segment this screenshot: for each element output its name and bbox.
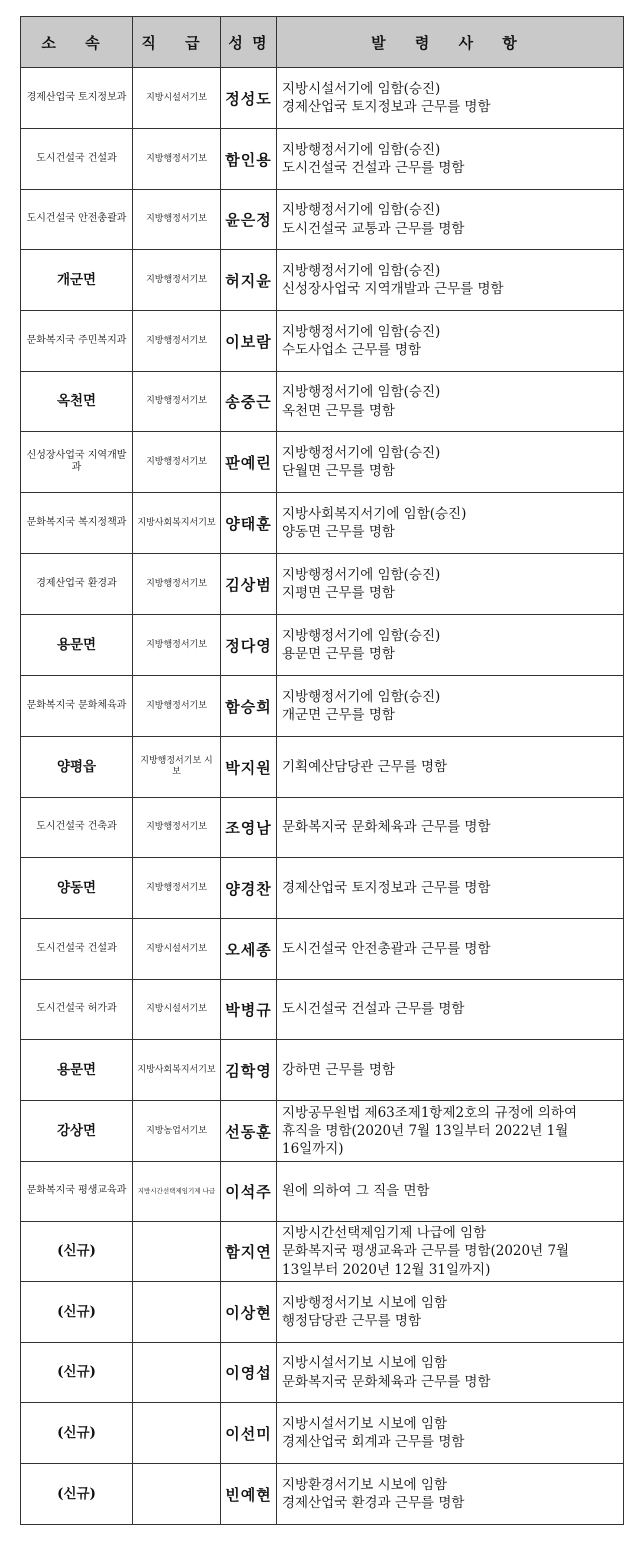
cell-affiliation: 강상면 — [21, 1101, 133, 1162]
cell-rank: 지방행정서기보 — [133, 311, 221, 372]
cell-order — [277, 1040, 624, 1101]
table-row — [21, 1222, 624, 1282]
cell-affiliation: 양평읍 — [21, 737, 133, 798]
cell-name: 이석주 — [221, 1162, 277, 1222]
cell-name: 함지연 — [221, 1222, 277, 1282]
cell-order — [277, 1162, 624, 1222]
order-line: 지방행정서기에 임함(승진) — [282, 627, 441, 644]
cell-name: 선동훈 — [221, 1101, 277, 1162]
table-row — [21, 1101, 624, 1162]
cell-affiliation: 옥천면 — [21, 372, 133, 432]
cell-name: 빈예현 — [221, 1464, 277, 1525]
order-line: 지방행정서기에 임함(승진) — [282, 202, 441, 219]
cell-name: 김학영 — [221, 1040, 277, 1101]
cell-name: 박지원 — [221, 737, 277, 798]
cell-rank: 지방시설서기보 — [133, 919, 221, 980]
order-line: 휴직을 명함(2020년 7월 13일부터 2022년 1월 — [282, 1122, 569, 1139]
order-line: 지방공무원법 제63조제1항제2호의 규정에 의하여 — [282, 1104, 578, 1121]
cell-name: 허지윤 — [221, 250, 277, 311]
cell-order — [277, 554, 624, 615]
order-line: 경제산업국 토지정보과 근무를 명함 — [282, 99, 491, 115]
cell-name: 오세종 — [221, 919, 277, 980]
order-line: 지방시설서기에 임함(승진) — [282, 80, 441, 97]
cell-name: 윤은정 — [221, 190, 277, 250]
order-line: 개군면 근무를 명함 — [282, 707, 395, 723]
cell-rank: 지방행정서기보 — [133, 798, 221, 858]
cell-affiliation: 개군면 — [21, 250, 133, 311]
table-row — [21, 798, 624, 858]
cell-order — [277, 432, 624, 493]
cell-rank: 지방행정서기보 — [133, 432, 221, 493]
cell-affiliation: (신규) — [21, 1282, 133, 1343]
table-row — [21, 1040, 624, 1101]
header-order: 발 령 사 항 — [277, 17, 624, 68]
cell-rank: 지방시설서기보 — [133, 980, 221, 1040]
table-row — [21, 554, 624, 615]
cell-name: 김상범 — [221, 554, 277, 615]
cell-name: 이선미 — [221, 1403, 277, 1464]
cell-rank: 지방시설서기보 — [133, 68, 221, 129]
cell-rank: 지방행정서기보 — [133, 615, 221, 676]
cell-affiliation: 양동면 — [21, 858, 133, 919]
cell-rank: 지방행정서기보 시보 — [133, 737, 221, 798]
header-rank: 직 급 — [133, 17, 221, 68]
cell-rank: 지방행정서기보 — [133, 676, 221, 737]
cell-order — [277, 858, 624, 919]
appointment-sheet — [20, 16, 623, 1525]
cell-affiliation: 문화복지국 평생교육과 — [21, 1162, 133, 1222]
cell-order — [277, 493, 624, 554]
table-row — [21, 432, 624, 493]
cell-order — [277, 68, 624, 129]
header-affiliation: 소 속 — [21, 17, 133, 68]
cell-rank: 지방시간선택제임기제 나급 — [133, 1162, 221, 1222]
order-line: 문화복지국 문화체육과 근무를 명함 — [282, 819, 491, 836]
order-line: 문화복지국 평생교육과 근무를 명함(2020년 7월 — [282, 1243, 570, 1260]
order-line: 경제산업국 회계과 근무를 명함 — [282, 1434, 465, 1450]
order-line: 양동면 근무를 명함 — [282, 524, 395, 540]
cell-rank — [133, 1222, 221, 1282]
cell-order — [277, 615, 624, 676]
header-name: 성 명 — [221, 17, 277, 68]
cell-rank: 지방행정서기보 — [133, 190, 221, 250]
cell-affiliation: 문화복지국 문화체육과 — [21, 676, 133, 737]
order-line: 지방시간선택제임기제 나급에 임함 — [282, 1225, 487, 1242]
cell-order — [277, 1222, 624, 1282]
order-line: 지방행정서기보 시보에 임함 — [282, 1294, 448, 1311]
cell-order — [277, 372, 624, 432]
cell-order — [277, 190, 624, 250]
cell-name: 박병규 — [221, 980, 277, 1040]
cell-affiliation: (신규) — [21, 1403, 133, 1464]
table-row — [21, 250, 624, 311]
order-line: 지방시설서기보 시보에 임함 — [282, 1415, 448, 1432]
cell-rank: 지방행정서기보 — [133, 554, 221, 615]
cell-affiliation: (신규) — [21, 1343, 133, 1403]
table-row — [21, 68, 624, 129]
order-line: 지방환경서기보 시보에 임함 — [282, 1476, 448, 1493]
order-line: 지방행정서기에 임함(승진) — [282, 688, 441, 705]
cell-affiliation: 도시건설국 건설과 — [21, 129, 133, 190]
cell-affiliation: (신규) — [21, 1464, 133, 1525]
order-line: 지방행정서기에 임함(승진) — [282, 323, 441, 340]
cell-name: 함승희 — [221, 676, 277, 737]
order-line: 행정담당관 근무를 명함 — [282, 1313, 421, 1329]
table-header-row — [21, 17, 624, 68]
cell-affiliation: 문화복지국 주민복지과 — [21, 311, 133, 372]
cell-affiliation: 도시건설국 건축과 — [21, 798, 133, 858]
order-line: 지방행정서기에 임함(승진) — [282, 262, 441, 279]
table-row — [21, 1282, 624, 1343]
cell-affiliation: 용문면 — [21, 1040, 133, 1101]
appointment-table — [20, 16, 624, 1525]
table-row — [21, 737, 624, 798]
table-row — [21, 372, 624, 432]
table-row — [21, 1464, 624, 1525]
cell-rank: 지방농업서기보 — [133, 1101, 221, 1162]
cell-rank: 지방행정서기보 — [133, 858, 221, 919]
table-row — [21, 1403, 624, 1464]
order-line: 수도사업소 근무를 명함 — [282, 342, 421, 358]
cell-order — [277, 1403, 624, 1464]
cell-order — [277, 250, 624, 311]
cell-rank — [133, 1343, 221, 1403]
cell-affiliation: 도시건설국 건설과 — [21, 919, 133, 980]
order-line: 도시건설국 안전총괄과 근무를 명함 — [282, 940, 491, 957]
cell-name: 이영섭 — [221, 1343, 277, 1403]
table-row — [21, 919, 624, 980]
cell-name: 정성도 — [221, 68, 277, 129]
cell-name: 양경찬 — [221, 858, 277, 919]
table-row — [21, 311, 624, 372]
cell-affiliation: 신성장사업국 지역개발과 — [21, 432, 133, 493]
cell-order — [277, 1282, 624, 1343]
table-row — [21, 129, 624, 190]
cell-affiliation: (신규) — [21, 1222, 133, 1282]
cell-name: 조영남 — [221, 798, 277, 858]
cell-order — [277, 798, 624, 858]
cell-order — [277, 980, 624, 1040]
order-line: 지방행정서기에 임함(승진) — [282, 384, 441, 401]
order-line: 지평면 근무를 명함 — [282, 585, 395, 601]
order-line: 지방행정서기에 임함(승진) — [282, 566, 441, 583]
cell-order — [277, 676, 624, 737]
cell-affiliation: 경제산업국 토지정보과 — [21, 68, 133, 129]
cell-affiliation: 도시건설국 안전총괄과 — [21, 190, 133, 250]
table-row — [21, 1162, 624, 1222]
table-body — [21, 68, 624, 1525]
cell-name: 판예린 — [221, 432, 277, 493]
cell-order — [277, 1464, 624, 1525]
cell-rank — [133, 1282, 221, 1343]
cell-name: 이보람 — [221, 311, 277, 372]
cell-rank: 지방행정서기보 — [133, 129, 221, 190]
cell-rank — [133, 1464, 221, 1525]
cell-order — [277, 311, 624, 372]
cell-name: 양태훈 — [221, 493, 277, 554]
order-line: 도시건설국 건설과 근무를 명함 — [282, 160, 465, 176]
order-line: 용문면 근무를 명함 — [282, 646, 395, 662]
table-row — [21, 858, 624, 919]
cell-rank — [133, 1403, 221, 1464]
cell-rank: 지방행정서기보 — [133, 250, 221, 311]
cell-name: 송중근 — [221, 372, 277, 432]
order-line: 지방행정서기에 임함(승진) — [282, 444, 441, 461]
order-line: 강하면 근무를 명함 — [282, 1061, 395, 1078]
cell-order — [277, 129, 624, 190]
cell-affiliation: 문화복지국 복지정책과 — [21, 493, 133, 554]
cell-name: 정다영 — [221, 615, 277, 676]
order-line: 신성장사업국 지역개발과 근무를 명함 — [282, 281, 504, 297]
order-line: 문화복지국 문화체육과 근무를 명함 — [282, 1373, 491, 1390]
cell-rank: 지방사회복지서기보 — [133, 493, 221, 554]
order-line: 원에 의하여 그 직을 면함 — [282, 1183, 430, 1200]
order-line: 13일부터 2020년 12월 31일까지) — [282, 1261, 491, 1278]
cell-affiliation: 도시건설국 허가과 — [21, 980, 133, 1040]
cell-rank: 지방행정서기보 — [133, 372, 221, 432]
order-line: 경제산업국 환경과 근무를 명함 — [282, 1495, 465, 1511]
order-line: 경제산업국 토지정보과 근무를 명함 — [282, 879, 491, 896]
cell-affiliation: 경제산업국 환경과 — [21, 554, 133, 615]
table-row — [21, 615, 624, 676]
cell-name: 함인용 — [221, 129, 277, 190]
order-line: 기획예산담당관 근무를 명함 — [282, 758, 448, 775]
order-line: 단월면 근무를 명함 — [282, 463, 395, 479]
table-row — [21, 190, 624, 250]
cell-order — [277, 919, 624, 980]
cell-order — [277, 1343, 624, 1403]
order-line: 지방행정서기에 임함(승진) — [282, 141, 441, 158]
order-line: 지방사회복지서기에 임함(승진) — [282, 505, 467, 522]
cell-rank: 지방사회복지서기보 — [133, 1040, 221, 1101]
cell-order — [277, 1101, 624, 1162]
order-line: 도시건설국 건설과 근무를 명함 — [282, 1001, 465, 1018]
order-line: 지방시설서기보 시보에 임함 — [282, 1355, 448, 1372]
table-row — [21, 980, 624, 1040]
cell-order — [277, 737, 624, 798]
cell-affiliation: 용문면 — [21, 615, 133, 676]
table-row — [21, 493, 624, 554]
table-row — [21, 1343, 624, 1403]
order-line: 옥천면 근무를 명함 — [282, 402, 395, 419]
cell-name: 이상현 — [221, 1282, 277, 1343]
order-line: 도시건설국 교통과 근무를 명함 — [282, 220, 465, 237]
table-row — [21, 676, 624, 737]
order-line: 16일까지) — [282, 1141, 344, 1158]
